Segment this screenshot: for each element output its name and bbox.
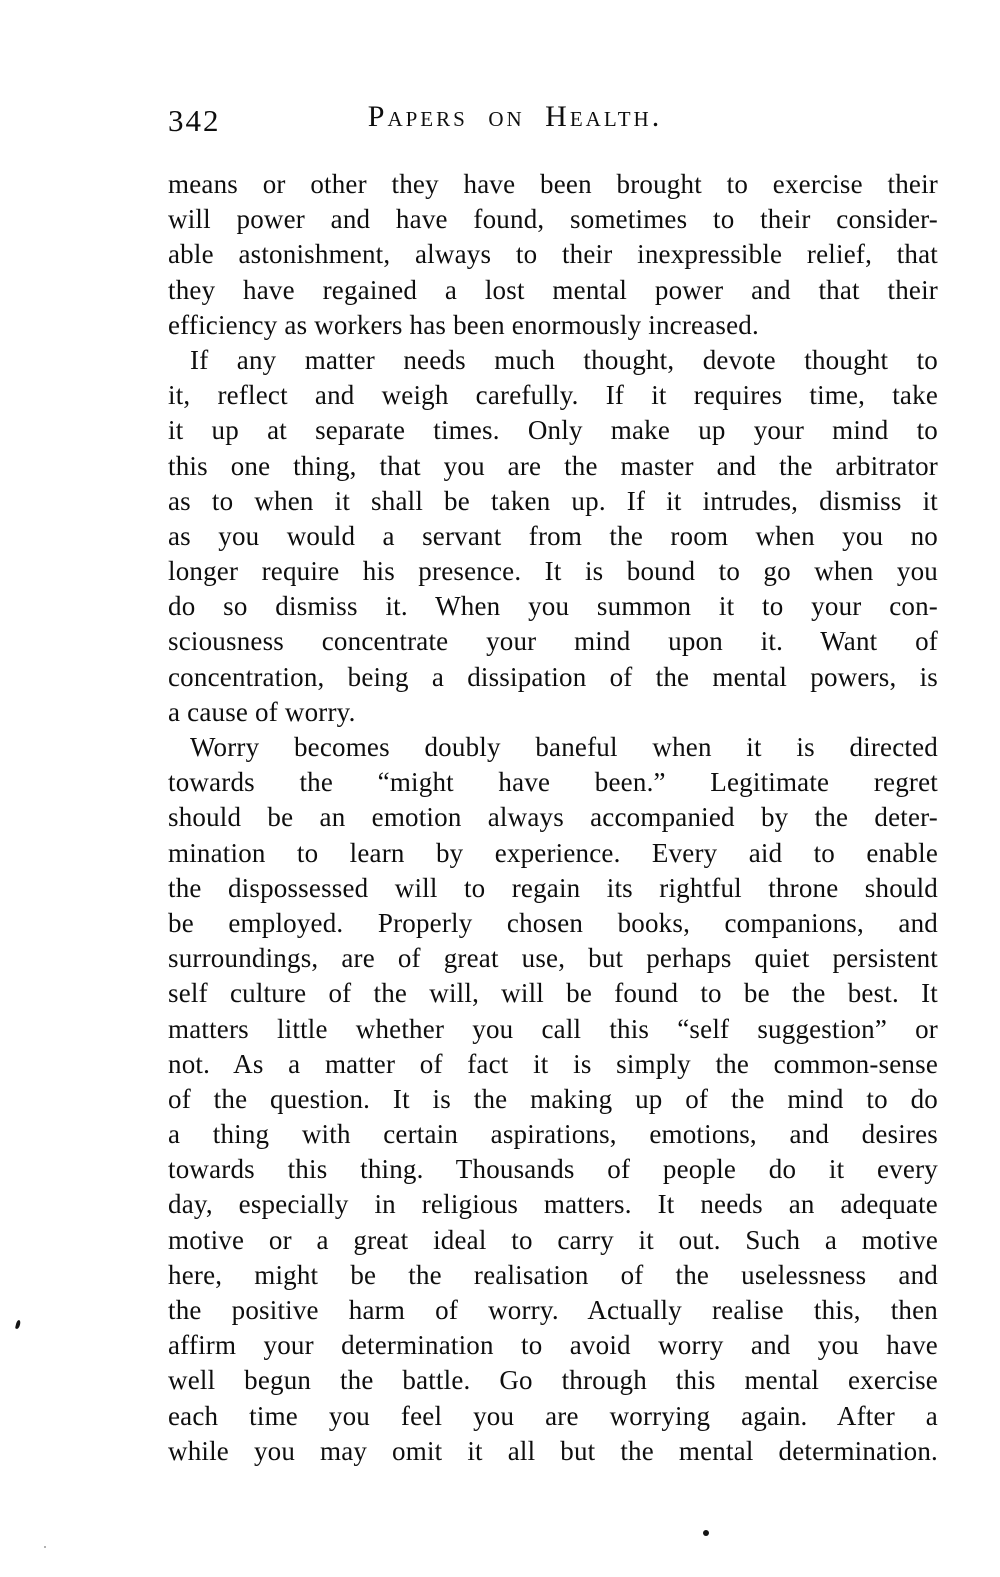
text-line: mination to learn by experience. Every aid to enable	[168, 837, 938, 868]
text-line: a cause of worry.	[168, 696, 356, 727]
text-line: as you would a servant from the room when you no	[168, 520, 938, 551]
text-line: should be an emotion always accompanied by the deter-	[168, 802, 938, 833]
text-line: each time you feel you are worrying again. After a	[168, 1400, 938, 1431]
text-line: be employed. Properly chosen books, companions, and	[168, 907, 938, 938]
text-line: surroundings, are of great use, but perhaps quiet persistent	[168, 943, 938, 974]
text-line: a thing with certain aspirations, emotions, and desires	[168, 1119, 938, 1150]
text-line: towards the “might have been.” Legitimate regret	[168, 767, 938, 798]
text-line: If any matter needs much thought, devote thought to	[190, 344, 938, 375]
text-line: it up at separate times. Only make up your mind to	[168, 415, 938, 446]
text-line: self culture of the will, will be found to be the best. It	[168, 978, 938, 1009]
text-line: concentration, being a dissipation of the mental powers, is	[168, 661, 938, 692]
text-line: do so dismiss it. When you summon it to your con-	[168, 591, 938, 622]
text-line: this one thing, that you are the master and the arbitrator	[168, 450, 938, 481]
page-header	[0, 100, 1000, 144]
text-line: Worry becomes doubly baneful when it is directed	[190, 732, 938, 762]
text-line: it, reflect and weigh carefully. If it requires time, take	[168, 380, 938, 411]
ink-speck-icon	[15, 1320, 21, 1330]
text-line: they have regained a lost mental power and that their	[168, 274, 938, 305]
text-line: longer require his presence. It is bound to go when you	[168, 556, 938, 587]
text-line: here, might be the realisation of the uselessness and	[168, 1259, 938, 1290]
text-line: the dispossessed will to regain its rightful throne should	[168, 872, 938, 903]
running-head-title: Papers on Health.	[367, 100, 663, 133]
ink-speck-icon	[44, 1546, 46, 1548]
text-line: means or other they have been brought to exercise their	[168, 169, 938, 199]
text-line: while you may omit it all but the mental determination.	[168, 1435, 938, 1466]
text-line: able astonishment, always to their inexpressible relief, that	[168, 239, 938, 270]
text-line: the positive harm of worry. Actually realise this, then	[168, 1295, 938, 1325]
text-line: towards this thing. Thousands of people do it every	[168, 1154, 938, 1185]
text-line: matters little whether you call this “self suggestion” or	[168, 1013, 938, 1044]
text-line: not. As a matter of fact it is simply the common-sense	[168, 1048, 938, 1079]
text-line: of the question. It is the making up of the mind to do	[168, 1083, 938, 1114]
text-line: affirm your determination to avoid worry and you have	[168, 1330, 938, 1361]
text-line: well begun the battle. Go through this mental exercise	[168, 1365, 938, 1396]
text-line: motive or a great ideal to carry it out. Such a motive	[168, 1224, 938, 1255]
text-line: day, especially in religious matters. It needs an adequate	[168, 1189, 938, 1220]
text-line: efficiency as workers has been enormously increased.	[168, 309, 759, 340]
ink-speck-icon	[703, 1530, 709, 1536]
text-line: will power and have found, sometimes to their consider-	[168, 204, 938, 235]
text-line: as to when it shall be taken up. If it intrudes, dismiss it	[168, 485, 938, 516]
body-text	[168, 167, 938, 1469]
page-number: 342	[168, 103, 221, 138]
text-line: sciousness concentrate your mind upon it. Want of	[168, 626, 938, 657]
